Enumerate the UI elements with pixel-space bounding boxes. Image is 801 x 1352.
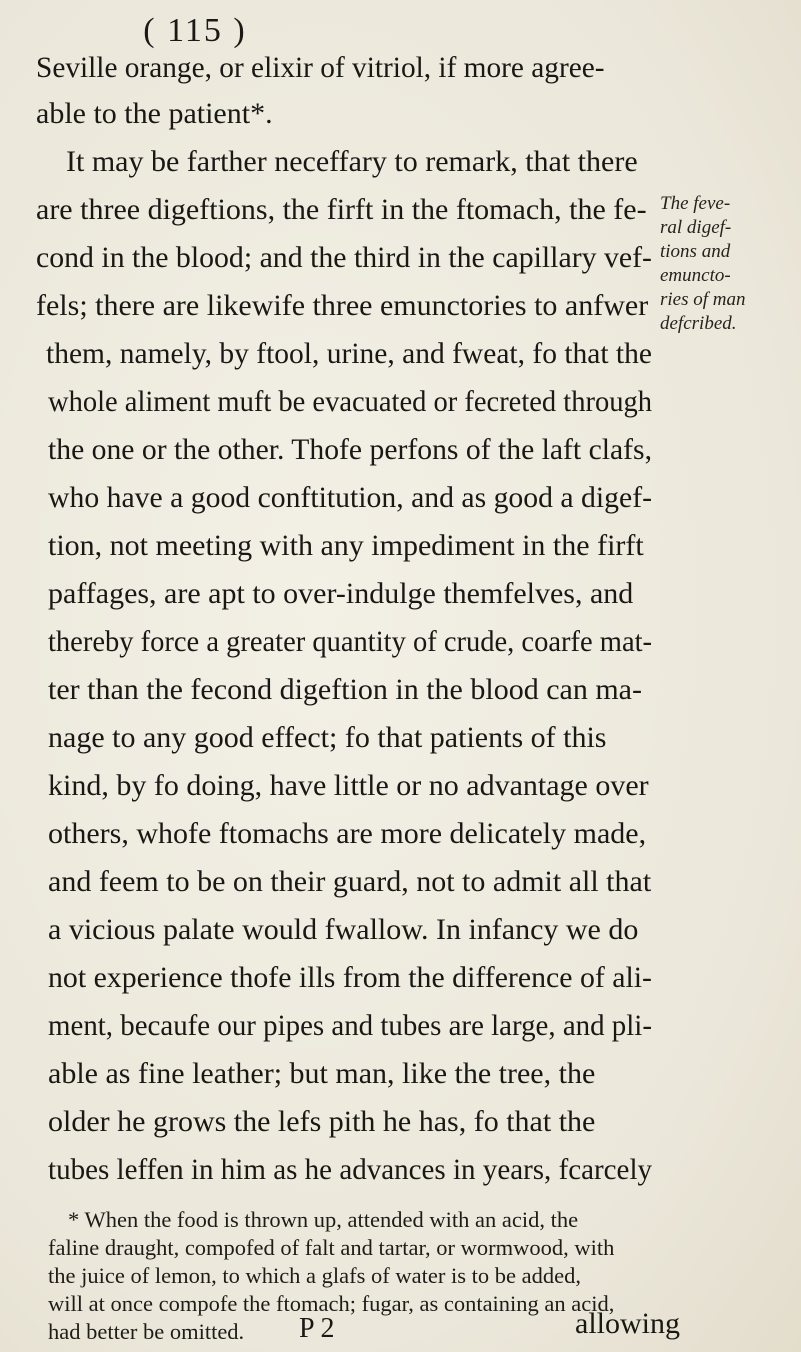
margin-note-line: defcribed. — [660, 313, 737, 334]
margin-note-line: ral digef- — [660, 217, 732, 238]
body-line: thereby force a greater quantity of crude, coarfe mat- — [48, 625, 653, 658]
body-line: not experience thofe ills from the difference of ali- — [48, 961, 652, 994]
body-line: tubes leffen in him as he advances in years, fcarcely — [48, 1153, 653, 1186]
body-line: Seville orange, or elixir of vitriol, if more agree- — [36, 51, 605, 84]
margin-note-line: tions and — [660, 241, 731, 262]
catchword: allowing — [575, 1307, 680, 1340]
body-line: kind, by fo doing, have little or no advantage over — [48, 769, 649, 802]
body-line: them, namely, by ftool, urine, and fweat, fo that the — [46, 337, 652, 370]
body-line: nage to any good effect; fo that patients of this — [48, 721, 607, 754]
body-line: others, whofe ftomachs are more delicately made, — [48, 817, 647, 850]
footnote-line: the juice of lemon, to which a glafs of water is to be added, — [48, 1263, 581, 1288]
margin-note-line: The feve- — [660, 193, 731, 214]
body-line: paffages, are apt to over-indulge themfelves, and — [48, 577, 634, 610]
signature-mark: P 2 — [299, 1313, 335, 1344]
footnote-line: faline draught, compofed of falt and tartar, or wormwood, with — [48, 1235, 615, 1260]
body-line: ment, becaufe our pipes and tubes are large, and pli- — [48, 1009, 652, 1042]
margin-note-line: ries of man — [660, 289, 746, 310]
body-line: a vicious palate would fwallow. In infancy we do — [48, 913, 639, 946]
body-line: It may be farther neceffary to remark, that there — [66, 145, 638, 178]
body-line: tion, not meeting with any impediment in the firft — [48, 529, 644, 562]
page-number: ( 115 ) — [143, 12, 247, 49]
body-line: cond in the blood; and the third in the capillary vef- — [36, 241, 652, 274]
body-line: ter than the fecond digeftion in the blood can ma- — [48, 673, 642, 706]
body-line: able as fine leather; but man, like the tree, the — [48, 1057, 596, 1090]
body-line: who have a good conftitution, and as good a digef- — [48, 481, 652, 514]
body-line: whole aliment muft be evacuated or fecreted through — [48, 385, 652, 418]
body-line: older he grows the lefs pith he has, fo that the — [48, 1105, 596, 1138]
body-line: fels; there are likewife three emunctories to anfwer — [36, 289, 649, 322]
footnote-line: had better be omitted. — [48, 1319, 245, 1344]
body-line: are three digeftions, the firft in the ftomach, the fe- — [36, 193, 647, 226]
footnote-line: will at once compofe the ftomach; fugar, as containing an acid, — [48, 1291, 615, 1316]
body-line: and feem to be on their guard, not to admit all that — [48, 865, 652, 898]
body-line: the one or the other. Thofe perfons of the laft clafs, — [48, 433, 653, 466]
footnote-line: * When the food is thrown up, attended with an acid, the — [68, 1207, 579, 1232]
margin-note — [660, 192, 800, 336]
margin-note-line: emuncto- — [660, 265, 731, 286]
body-line: able to the patient*. — [36, 97, 273, 130]
